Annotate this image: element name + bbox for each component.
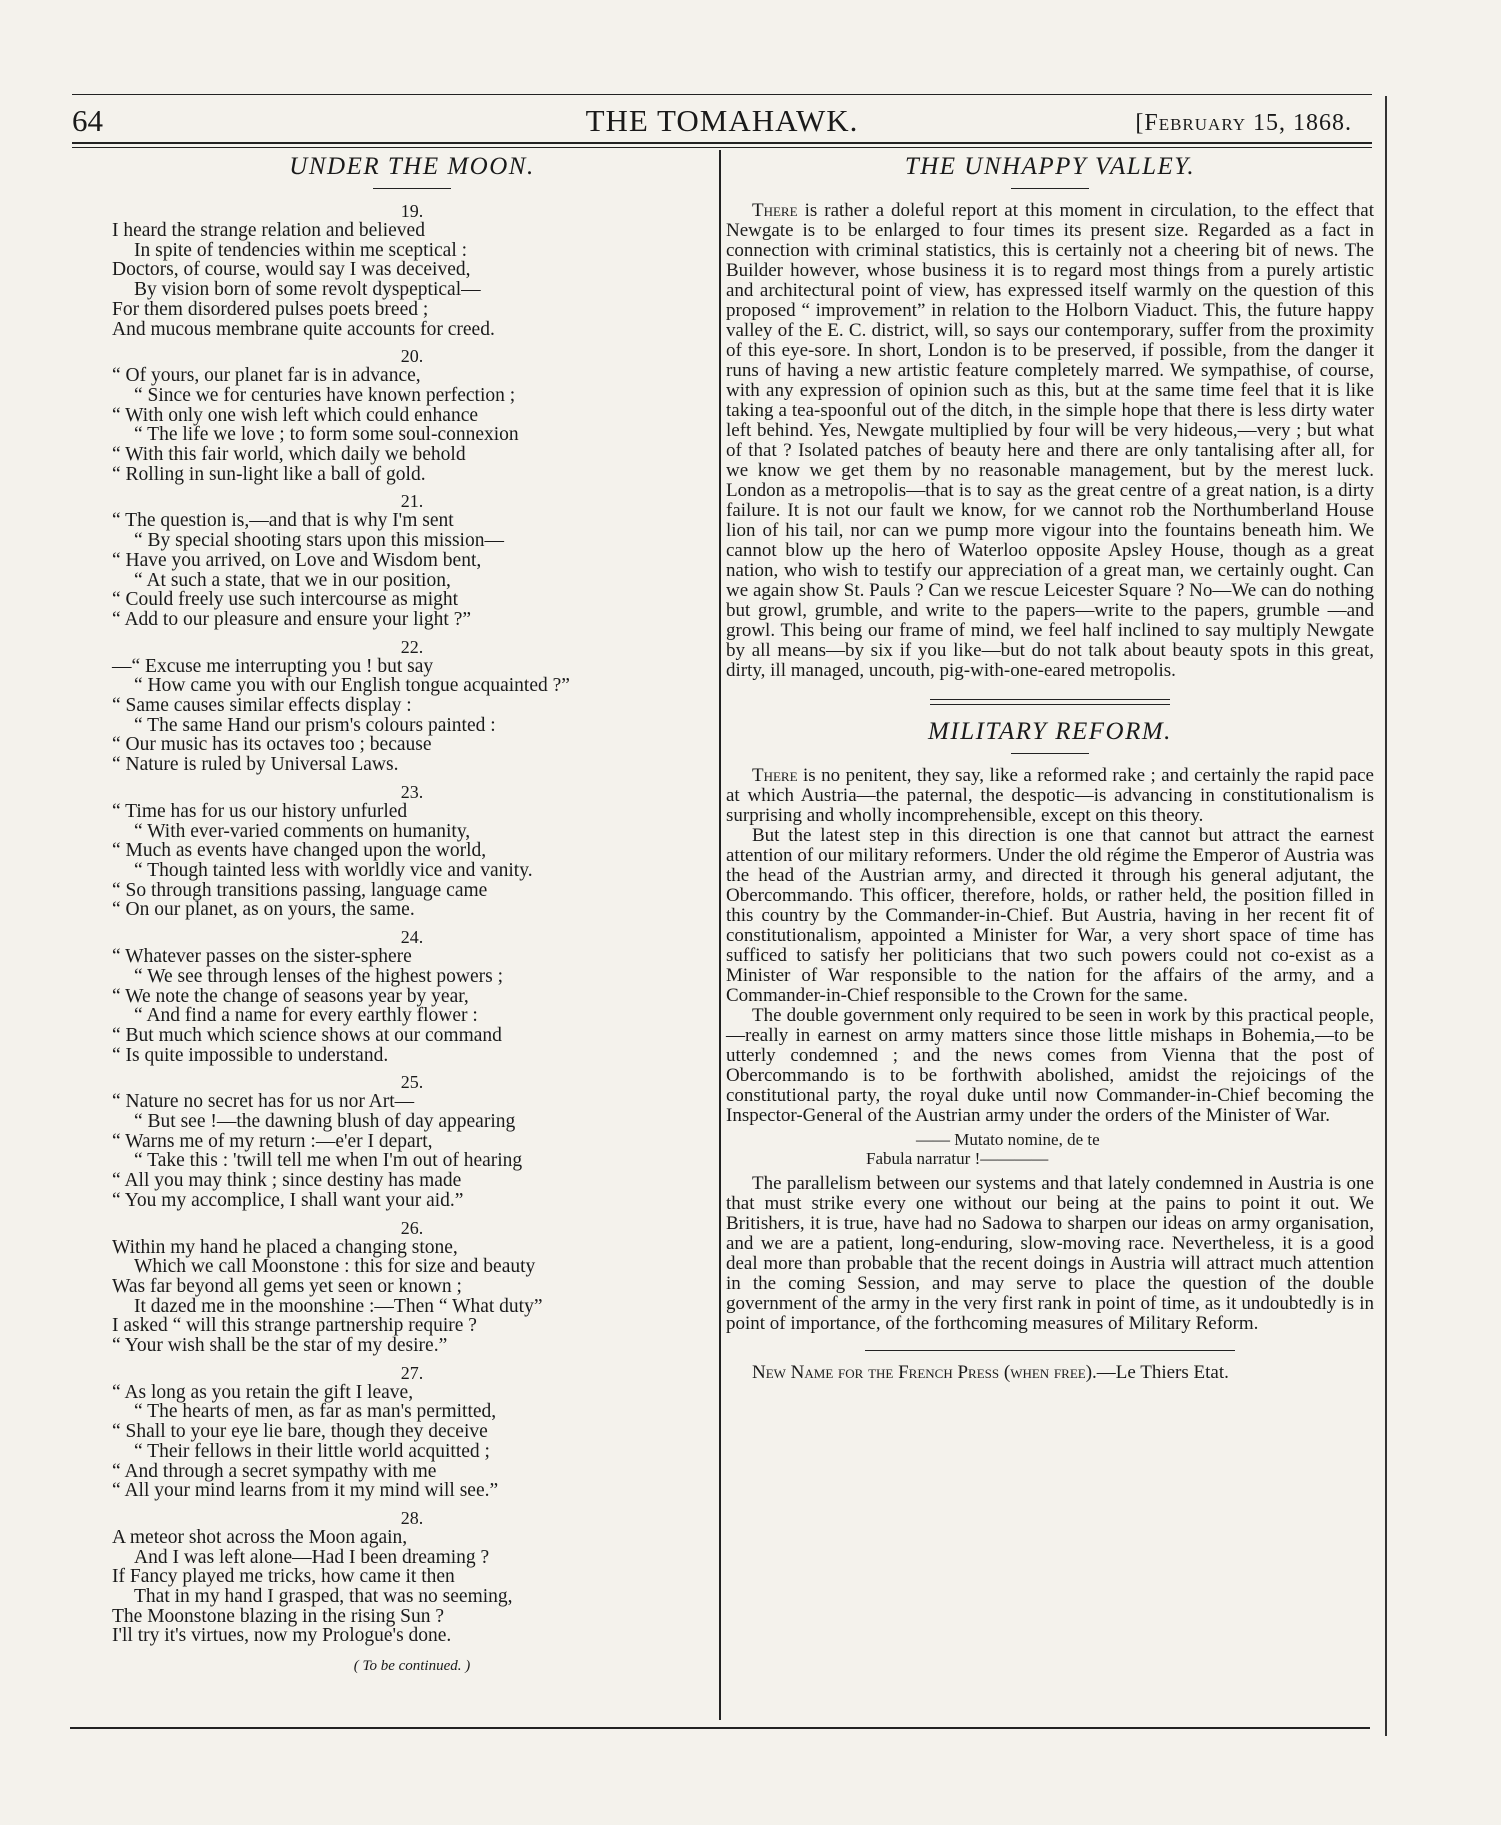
- page-header: [72, 104, 1372, 138]
- verse-line: Was far beyond all gems yet seen or known ;: [112, 1275, 462, 1297]
- article-title-military-reform: MILITARY REFORM.: [928, 718, 1172, 745]
- verse-line: Doctors, of course, would say I was deceived,: [112, 259, 471, 281]
- verse-line: “ You my accomplice, I shall want your aid.”: [112, 1189, 464, 1211]
- title-rule: [1011, 188, 1089, 189]
- section-divider: [865, 1350, 1235, 1351]
- verse-line: —“ Excuse me interrupting you ! but say: [112, 655, 434, 677]
- verse-line: “ Warns me of my return :—e'er I depart,: [112, 1130, 433, 1152]
- verse-line: For them disordered pulses poets breed ;: [112, 298, 429, 320]
- verse-line: It dazed me in the moonshine :—Then “ What duty”: [134, 1295, 543, 1317]
- stanza-number: 23.: [400, 781, 424, 802]
- stanza-number: 24.: [400, 927, 424, 948]
- verse-line: “ Their fellows in their little world acquitted ;: [134, 1440, 490, 1462]
- verse-line: “ And through a secret sympathy with me: [112, 1460, 437, 1482]
- verse-line: And mucous membrane quite accounts for creed.: [112, 318, 495, 340]
- verse-line: “ But much which science shows at our command: [112, 1024, 502, 1046]
- verse-line: “ Whatever passes on the sister-sphere: [112, 946, 412, 968]
- verse-line: “ The question is,—and that is why I'm sent: [112, 510, 454, 532]
- verse-line: “ With ever-varied comments on humanity,: [134, 820, 471, 842]
- stanza: [112, 782, 712, 920]
- verse-line: A meteor shot across the Moon again,: [112, 1526, 408, 1548]
- verse-line: That in my hand I grasped, that was no seeming,: [134, 1586, 513, 1608]
- article-paragraph: The double government only required to be seen in work by this practical people,—really in earnest on army matters since those little mishaps in Bohemia,—to be utterly condemned ; and the news comes from Vienna that the post of Obercommando is to be forthwith abolished, amidst the rejoicings of the constitutional party, the royal duke until now Commander-in-Chief becoming the Inspector-General of the Austrian army under the orders of the Minister of War.: [726, 1005, 1374, 1126]
- stanza: [112, 637, 712, 775]
- stanza: [112, 1218, 712, 1356]
- poem-body: [112, 201, 712, 1646]
- verse-line: I asked “ will this strange partnership require ?: [112, 1315, 477, 1337]
- closing-note: [726, 1363, 1374, 1383]
- stanza: [112, 491, 712, 629]
- verse-line: “ Since we for centuries have known perfection ;: [134, 384, 516, 406]
- verse-line: “ Nature is ruled by Universal Laws.: [112, 754, 399, 776]
- verse-line: “ The same Hand our prism's colours painted :: [134, 714, 496, 736]
- verse-line: Within my hand he placed a changing stone,: [112, 1236, 458, 1258]
- verse-line: “ Much as events have changed upon the world,: [112, 840, 487, 862]
- poem-title: UNDER THE MOON.: [289, 153, 535, 180]
- verse-line: If Fancy played me tricks, how came it then: [112, 1566, 455, 1588]
- note-text: —Le Thiers Etat.: [1096, 1362, 1229, 1383]
- verse-line: “ How came you with our English tongue acquainted ?”: [134, 675, 570, 697]
- stanza-number: 22.: [400, 636, 424, 657]
- column-divider: [719, 150, 721, 1720]
- top-rule: [72, 94, 1372, 95]
- article-paragraph: The parallelism between our systems and that lately condemned in Austria is one that must strike every one without our being at the pains to point it out. We Britishers, it is true, have had no Sadowa to sharpen our ideas on army organisation, and we are a patient, long-enduring, slow-moving race. Nevertheless, it is a good deal more than probable that the recent doings in Austria will attract much attention in the coming Session, and may serve to place the question of the double government of the army in the very first rank in point of time, as it undoubtedly is in point of importance, of the forthcoming measures of Military Reform.: [726, 1173, 1374, 1334]
- verse-line: “ The hearts of men, as far as man's permitted,: [134, 1401, 497, 1423]
- article-paragraph: [726, 766, 1374, 826]
- lead-word: There: [752, 200, 798, 221]
- verse-line: “ Though tainted less with worldly vice and vanity.: [134, 859, 533, 881]
- verse-line: “ And find a name for every earthly flower :: [134, 1005, 478, 1027]
- verse-line: “ Rolling in sun-light like a ball of gold.: [112, 463, 426, 485]
- verse-line: “ Of yours, our planet far is in advance,: [112, 365, 421, 387]
- quote-line: —— Mutato nomine, de te: [916, 1130, 1100, 1149]
- verse-line: “ With this fair world, which daily we behold: [112, 444, 466, 466]
- verse-line: “ Have you arrived, on Love and Wisdom bent,: [112, 549, 482, 571]
- lead-word: There: [752, 765, 798, 786]
- right-column: [726, 148, 1374, 1383]
- stanza-number: 28.: [400, 1507, 424, 1528]
- header-rule-1: [72, 142, 1372, 144]
- verse-line: “ Take this : 'twill tell me when I'm out of hearing: [134, 1150, 523, 1172]
- verse-line: “ All you may think ; since destiny has made: [112, 1170, 462, 1192]
- verse-line: “ All your mind learns from it my mind will see.”: [112, 1480, 499, 1502]
- latin-quote: [726, 1130, 1374, 1168]
- verse-line: “ Is quite impossible to understand.: [112, 1044, 389, 1066]
- verse-line: “ On our planet, as on yours, the same.: [112, 899, 415, 921]
- verse-line: “ As long as you retain the gift I leave,: [112, 1381, 414, 1403]
- article-title-unhappy-valley: THE UNHAPPY VALLEY.: [904, 153, 1196, 180]
- verse-line: And I was left alone—Had I been dreaming ?: [134, 1546, 490, 1568]
- verse-line: By vision born of some revolt dyspeptical—: [134, 279, 481, 301]
- verse-line: “ Could freely use such intercourse as might: [112, 589, 459, 611]
- verse-line: “ Shall to your eye lie bare, though they deceive: [112, 1421, 488, 1443]
- bottom-rule: [70, 1727, 1370, 1729]
- verse-line: “ Add to our pleasure and ensure your light ?”: [112, 608, 472, 630]
- verse-line: “ With only one wish left which could enhance: [112, 404, 479, 426]
- publication-title: THE TOMAHAWK.: [585, 103, 859, 138]
- verse-line: “ We see through lenses of the highest powers ;: [134, 965, 504, 987]
- article-paragraph: [726, 201, 1374, 681]
- stanza-number: 27.: [400, 1362, 424, 1383]
- stanza-number: 26.: [400, 1217, 424, 1238]
- article-paragraph: But the latest step in this direction is one that cannot but attract the earnest attention of our military reformers. Under the old régime the Emperor of Austria was the head of the Austrian army, and directed it through his general adjutant, the Obercommando. This officer, therefore, holds, or rather held, the position filled in this country by the Commander-in-Chief. But Austria, having in her recent fit of constitutionalism, appointed a Minister for War, a very short space of time has sufficed to satisfy her politicians that two such powers could not co-exist as a Minister of War responsible to the nation for the affairs of the army, and a Commander-in-Chief responsible to the Crown for the same.: [726, 825, 1374, 1006]
- stanza-number: 20.: [400, 346, 424, 367]
- continued-note: ( To be continued. ): [353, 1658, 471, 1675]
- verse-line: The Moonstone blazing in the rising Sun ?: [112, 1605, 444, 1627]
- note-lead: New Name for the French Press (when free).: [752, 1362, 1097, 1383]
- verse-line: Which we call Moonstone : this for size and beauty: [134, 1256, 536, 1278]
- page-edge-line: [1385, 96, 1387, 1736]
- stanza-number: 25.: [400, 1072, 424, 1093]
- stanza: [112, 1072, 712, 1210]
- verse-line: “ At such a state, that we in our position,: [134, 569, 451, 591]
- issue-date: [February 15, 1868.: [1135, 110, 1352, 136]
- paragraph-text: is rather a doleful report at this moment in circulation, to the effect that Newgate is to be enlarged to four times its present size. Regarded as a fact in connection with criminal statistics, this is certainly not a cheering bit of news. The Builder however, whose business it is to regard most things from a purely artistic and architectural point of view, has expressed itself warmly on the question of this proposed “ improvement” in relation to the Holborn Viaduct. This, the future happy valley of the E. C. district, will, so says our contemporary, suffer from the proximity of this eye-sore. In short, London is to be preserved, if possible, from the danger it runs of having a new artistic feature completely marred. We sympathise, of course, with any expression of opinion such as this, but at the same time feel that it is like taking a tea-spoonful out of the ditch, in the simple hope that there is less dirty water left behind. Yes, Newgate multiplied by four will be very hideous,—very ; but what of that ? Isolated patches of beauty here and there are only tantalising after all, for we know we get them by no reasonable management, but by the merest luck. London as a metropolis—that is to say as the great centre of a great nation, is a dirty failure. It is not our fault we know, for we cannot rob the Northumberland House lion of his tail, nor can we pump more vigour into the fountains beneath him. We cannot blow up the hero of Waterloo opposite Apsley House, though as a great nation, who wish to testify our appreciation of a great man, we certainly ought. Can we again show St. Pauls ? Can we rescue Leicester Square ? No—We can do nothing but growl, grumble, and write to the papers—write to the papers, grumble —and growl. This being our frame of mind, we feel half inclined to say multiply Newgate by all means—by six if you like—but do not talk about beauty spots in this great, dirty, ill managed, uncouth, pig-with-one-eared metropolis.: [726, 200, 1374, 681]
- left-column: [112, 148, 712, 1675]
- paragraph-text: is no penitent, they say, like a reformed rake ; and certainly the rapid pace at which Austria—the paternal, the despotic—is advancing in constitutionalism is surprising and wholly incomprehensible, except on this theory.: [726, 765, 1374, 826]
- verse-line: “ Nature no secret has for us nor Art—: [112, 1091, 415, 1113]
- stanza: [112, 201, 712, 339]
- verse-line: I'll try it's virtues, now my Prologue's done.: [112, 1625, 452, 1647]
- verse-line: “ So through transitions passing, language came: [112, 879, 488, 901]
- verse-line: “ Time has for us our history unfurled: [112, 800, 408, 822]
- page-number: 64: [72, 103, 103, 138]
- stanza: [112, 1363, 712, 1501]
- stanza-number: 19.: [400, 201, 424, 221]
- quote-line: Fabula narratur !————: [866, 1149, 1049, 1168]
- verse-line: “ We note the change of seasons year by year,: [112, 985, 469, 1007]
- section-divider: [930, 699, 1170, 705]
- stanza: [112, 1508, 712, 1646]
- stanza: [112, 927, 712, 1065]
- verse-line: In spite of tendencies within me sceptical :: [134, 239, 468, 261]
- stanza: [112, 346, 712, 484]
- verse-line: I heard the strange relation and believed: [112, 220, 425, 241]
- verse-line: “ By special shooting stars upon this mission—: [134, 530, 504, 552]
- verse-line: “ The life we love ; to form some soul-connexion: [134, 424, 519, 446]
- verse-line: “ Same causes similar effects display :: [112, 695, 412, 717]
- verse-line: “ Your wish shall be the star of my desire.”: [112, 1335, 448, 1357]
- verse-line: “ But see !—the dawning blush of day appearing: [134, 1111, 516, 1133]
- stanza-number: 21.: [400, 491, 424, 512]
- title-rule: [1011, 753, 1089, 754]
- title-rule: [373, 188, 451, 189]
- verse-line: “ Our music has its octaves too ; because: [112, 734, 432, 756]
